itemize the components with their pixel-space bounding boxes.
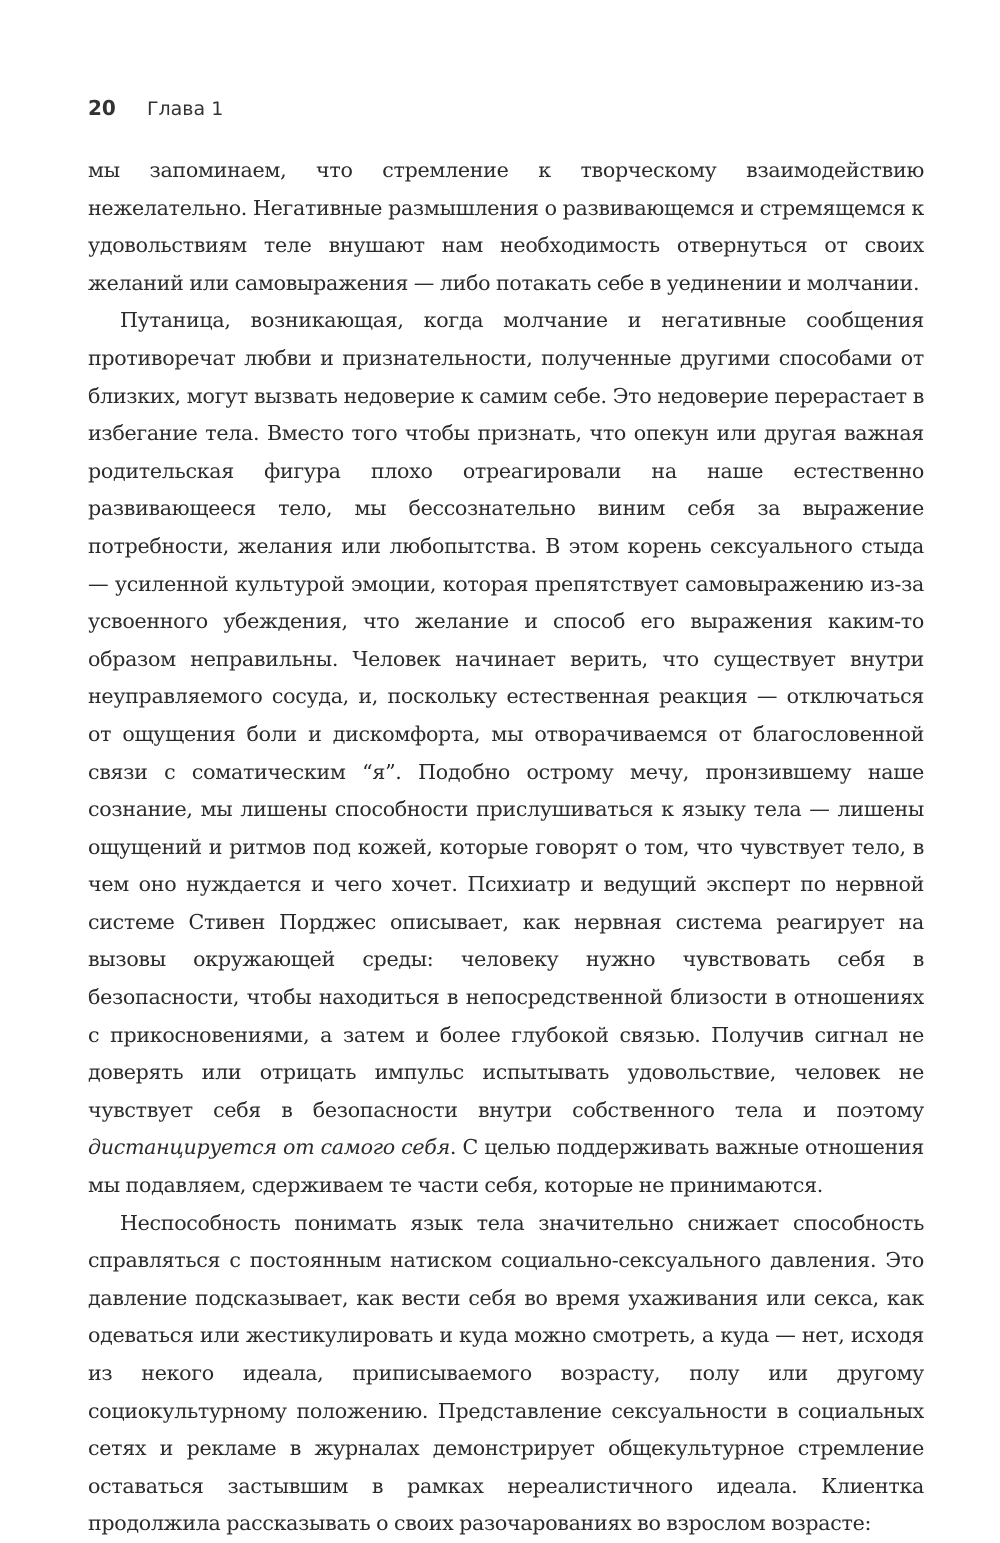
- chapter-title: Глава 1: [146, 98, 224, 120]
- paragraph-3: Неспособность понимать язык тела значительно снижает способность справляться с постоянным натиском социально-сексуального давления. Это давление подсказывает, как вести себя во время ухаживания или секса, как одеваться или жестикулировать и куда можно смотреть, а куда — нет, исходя из некого идеала, приписываемого возрасту, полу или другому социокультурному положению. Представление сексуальности в социальных сетях и рекламе в журналах демонстрирует общекультурное стремление оставаться застывшим в рамках нереалистичного идеала. Клиентка продолжила рассказывать о своих разочарованиях во взрослом возрасте:: [88, 1210, 924, 1536]
- running-header: [88, 96, 223, 126]
- body-text: [88, 152, 924, 1543]
- paragraph-2-text-after: . С целью поддерживать важные отношения мы подавляем, сдерживаем те части себя, которые не принимаются.: [88, 1135, 924, 1198]
- paragraph-2-text-before: Путаница, возникающая, когда молчание и негативные сообщения противоречат любви и признательности, полученные другими способами от близких, могут вызвать недоверие к самим себе. Это недоверие перерастает в избегание тела. Вместо того чтобы признать, что опекун или другая важная родительская фигура плохо отреагировали на наше естественно развивающееся тело, мы бессознательно виним себя за выражение потребности, желания или любопытства. В этом корень сексуального стыда — усиленной культурой эмоции, которая препятствует самовыражению из-за усвоенного убеждения, что желание и способ его выражения каким-то образом неправильны. Человек начинает верить, что существует внутри неуправляемого сосуда, и, поскольку естественная реакция — отключаться от ощущения боли и дискомфорта, мы отворачиваемся от благословенной связи с соматическим “я”. Подобно острому мечу, пронзившему наше сознание, мы лишены способности прислушиваться к языку тела — лишены ощущений и ритмов под кожей, которые говорят о том, что чувствует тело, в чем оно нуждается и чего хочет. Психиатр и ведущий эксперт по нервной системе Стивен Порджес описывает, как нервная система реагирует на вызовы окружающей среды: человеку нужно чувствовать себя в безопасности, чтобы находиться в непосредственной близости в отношениях с прикосновениями, а затем и более глубокой связью. Получив сигнал не доверять или отрицать импульс испытывать удовольствие, человек не чувствует себя в безопасности внутри собственного тела и поэтому: [88, 308, 924, 1122]
- paragraph-1: мы запоминаем, что стремление к творческому взаимодействию нежелательно. Негативные размышления о развивающемся и стремящемся к удовольствиям теле внушают нам необходимость отвернуться от своих желаний или самовыражения — либо потакать себе в уединении и молчании.: [88, 158, 924, 295]
- paragraph-2: [88, 302, 924, 1204]
- paragraph-2-italic-phrase: дистанцируется от самого себя: [88, 1135, 450, 1160]
- page-number: 20: [88, 96, 116, 120]
